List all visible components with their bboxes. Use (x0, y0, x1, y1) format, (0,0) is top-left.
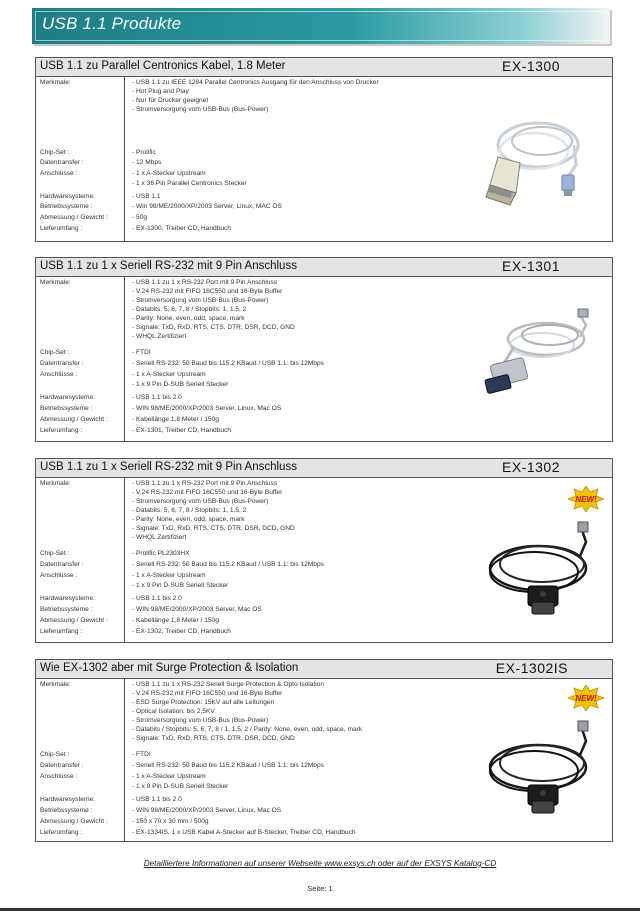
product-card (35, 458, 613, 643)
spec-value: - USB 1.1 (132, 193, 161, 200)
feature-line: - Optical Isolation: bis 2,5KV (132, 708, 215, 715)
product-body (36, 478, 612, 642)
feature-line: - V.24 RS-232 mit FIFO 16C550 und 16-Byte Buffer (132, 690, 283, 697)
feature-line: - Databits: 5, 6, 7, 8 / Stopbits: 1, 1.5, 2 (132, 306, 247, 313)
spec-value: - 1 x A-Stecker Upstream (132, 170, 206, 177)
feature-line: - Stromversorgung vom USB-Bus (Bus-Power) (132, 297, 269, 304)
spec-label: Hardwaresysteme: (40, 595, 95, 602)
spec-label: Chip-Set : (40, 349, 70, 356)
spec-value: - EX-1334IS, 1 x USB Kabel A-Stecker auf B-Stecker, Treiber CD, Handbuch (132, 829, 356, 836)
feature-line: - Stromversorgung vom USB-Bus (Bus-Power) (132, 717, 269, 724)
spec-label: Abmessung / Gewicht : (40, 617, 108, 624)
product-body (36, 277, 612, 441)
spec-label: Chip-Set : (40, 550, 70, 557)
features-label: Merkmale: (40, 681, 71, 688)
spec-value: - 1 x 36 Pin Parallel Centronics Stecker (132, 180, 247, 187)
spec-value: - Seriell RS-232: 50 Baud bis 115.2 KBaud / USB 1.1: bis 12Mbps (132, 561, 324, 568)
product-code: EX-1300 (502, 58, 560, 74)
features-label: Merkmale: (40, 480, 71, 487)
spec-label: Datentransfer : (40, 360, 84, 367)
spec-value: - 1 x 9 Pin D-SUB Seriell Stecker (132, 381, 229, 388)
product-header (36, 660, 612, 679)
spec-label: Abmessung / Gewicht : (40, 214, 108, 221)
product-code: EX-1302IS (495, 660, 568, 676)
feature-line: - Signale: TxD, RxD, RTS, CTS, DTR, DSR, DCD, GND (132, 525, 295, 532)
feature-line: - Signale: TxD, RxD, RTS, CTS, DTR, DSR, DCD, GND (132, 324, 295, 331)
spec-label: Hardwaresysteme: (40, 394, 95, 401)
spec-value: - 50g (132, 214, 148, 221)
feature-line: - Signale: TxD, RxD, RTS, CTS, DTR, DSR, DCD, GND (132, 735, 295, 742)
bottom-rule (0, 908, 640, 911)
spec-value: - Seriell RS-232: 50 Baud bis 115.2 KBaud / USB 1.1: bis 12Mbps (132, 762, 324, 769)
spec-value: - 1 x 9 Pin D-SUB Seriell Stecker (132, 582, 229, 589)
spec-label: Abmessung / Gewicht : (40, 416, 108, 423)
spec-label: Abmessung / Gewicht : (40, 818, 108, 825)
spec-label: Datentransfer : (40, 159, 84, 166)
product-title: Wie EX-1302 aber mit Surge Protection & Isolation (40, 662, 299, 674)
black-serial-cable-image (482, 715, 598, 827)
spec-value: - WIN 98/ME/2000/XP/2003 Server, Linux, Mac OS (132, 405, 282, 412)
feature-line: - USB 1.1 zu 1 x RS-232 Port mit 9 Pin Anschluss (132, 279, 278, 286)
spec-value: - WIN 98/ME/2000/XP/2003 Server, Linux, Mac OS (132, 807, 282, 814)
spec-value: - WIN 98/ME/2000/XP/2003 Server, Mac OS (132, 606, 262, 613)
spec-label: Betriebssysteme : (40, 405, 93, 412)
page-title: USB 1.1 Produkte (42, 14, 182, 33)
feature-line: - V.24 RS-232 mit FIFO 16C550 und 16-Byte Buffer (132, 288, 283, 295)
product-code: EX-1302 (502, 459, 560, 475)
product-header (36, 258, 612, 277)
features-label: Merkmale: (40, 79, 71, 86)
spec-value: - Prolific PL2303HX (132, 550, 190, 557)
spec-label: Chip-Set : (40, 751, 70, 758)
feature-line: - WHQL Zertifiziert (132, 333, 187, 340)
feature-line: - USB 1.1 zu 1 x RS-232 Seriell Surge Protection & Opto Isolation (132, 681, 325, 688)
product-title: USB 1.1 zu Parallel Centronics Kabel, 1.8 Meter (40, 60, 286, 72)
spec-label: Datentransfer : (40, 762, 84, 769)
spec-label: Lieferumfang : (40, 829, 83, 836)
product-card (35, 257, 613, 442)
feature-line: - WHQL Zertifiziert (132, 534, 187, 541)
feature-line: - ESD Surge Protection: 15KV auf alle Leitungen (132, 699, 275, 706)
spec-value: - 1 x A-Stecker Upstream (132, 773, 206, 780)
spec-value: - USB 1.1 bis 2.0 (132, 796, 182, 803)
spec-label: Anschlüsse : (40, 170, 78, 177)
feature-line: - Databits / Stopbits: 5, 6, 7, 8 / 1, 1.5, 2 / Parity: None, even, odd, space, mark (132, 726, 363, 733)
spec-value: - 1 x 9 Pin D-SUB Seriell Stecker (132, 783, 229, 790)
spec-value: - EX-1301, Treiber CD, Handbuch (132, 427, 231, 434)
spec-label: Datentransfer : (40, 561, 84, 568)
spec-value: - USB 1.1 bis 2.0 (132, 595, 182, 602)
website-link[interactable]: Detailliertere Informationen auf unserer Webseite www.exsys.ch oder auf der EXSYS Katalog-CD (143, 859, 497, 868)
feature-line: - USB 1.1 zu 1 x RS-232 Port mit 9 Pin Anschluss (132, 480, 278, 487)
product-code: EX-1301 (502, 258, 560, 274)
new-badge (568, 486, 604, 512)
features-label: Merkmale: (40, 279, 71, 286)
spec-value: - Kabellänge 1,8 Meter / 150g (132, 617, 219, 624)
feature-line: - Stromversorgung vom USB-Bus (Bus-Power) (132, 106, 269, 113)
product-body (36, 77, 612, 241)
product-body (36, 679, 612, 841)
spec-label: Lieferumfang : (40, 628, 83, 635)
header-banner (32, 8, 610, 44)
serial-adapter-image (484, 307, 594, 407)
spec-label: Hardwaresysteme: (40, 796, 95, 803)
spec-value: - 150 x 70 x 30 mm / 500g (132, 818, 209, 825)
product-card (35, 659, 613, 842)
new-badge-label: NEW! (575, 694, 597, 703)
spec-value: - USB 1.1 bis 2.0 (132, 394, 182, 401)
spec-value: - EX-1302, Treiber CD, Handbuch (132, 628, 231, 635)
feature-line: - V.24 RS-232 mit FIFO 16C550 und 16-Byte Buffer (132, 489, 283, 496)
product-card (35, 57, 613, 242)
spec-label: Betriebssysteme : (40, 807, 93, 814)
spec-value: - FTDI (132, 349, 151, 356)
feature-line: - Hot Plug and Play (132, 88, 189, 95)
feature-line: - Parity: None, even, odd, space, mark (132, 315, 245, 322)
spec-value: - EX-1300, Treiber CD, Handbuch (132, 225, 231, 232)
product-header (36, 459, 612, 478)
feature-line: - Parity: None, even, odd, space, mark (132, 516, 245, 523)
feature-line: - Nur für Drucker geeignet (132, 97, 209, 104)
new-badge-label: NEW! (575, 495, 597, 504)
spec-label: Chip-Set : (40, 149, 70, 156)
product-title: USB 1.1 zu 1 x Seriell RS-232 mit 9 Pin Anschluss (40, 260, 297, 272)
feature-line: - Stromversorgung vom USB-Bus (Bus-Power) (132, 498, 269, 505)
spec-label: Lieferumfang : (40, 225, 83, 232)
spec-value: - FTDI (132, 751, 151, 758)
new-badge (568, 685, 604, 711)
feature-line: - USB 1.1 zu IEEE 1284 Parallel Centronics Ausgang für den Anschluss von Drucker (132, 79, 379, 86)
spec-label: Betriebssysteme : (40, 606, 93, 613)
spec-value: - Seriell RS-232: 50 Baud bis 115.2 KBaud / USB 1.1: bis 12Mbps (132, 360, 324, 367)
spec-label: Hardwaresysteme: (40, 193, 95, 200)
spec-label: Anschlüsse : (40, 773, 78, 780)
spec-value: - 12 Mbps (132, 159, 162, 166)
parallel-cable-image (476, 105, 586, 215)
spec-label: Anschlüsse : (40, 572, 78, 579)
spec-label: Betriebssysteme : (40, 203, 93, 210)
feature-line: - Databits: 5, 6, 7, 8 / Stopbits: 1, 1.5, 2 (132, 507, 247, 514)
spec-value: - Win 98/ME/2000/XP/2003 Server, Linux, MAC OS (132, 203, 282, 210)
spec-value: - 1 x A-Stecker Upstream (132, 371, 206, 378)
spec-value: - Kabellänge 1,8 Meter / 150g (132, 416, 219, 423)
black-serial-cable-image (482, 516, 598, 628)
spec-label: Lieferumfang : (40, 427, 83, 434)
spec-value: - 1 x A-Stecker Upstream (132, 572, 206, 579)
product-header (36, 58, 612, 77)
spec-value: - Prolific (132, 149, 156, 156)
page-number: Seite: 1 (307, 884, 333, 893)
product-title: USB 1.1 zu 1 x Seriell RS-232 mit 9 Pin Anschluss (40, 461, 297, 473)
spec-label: Anschlüsse : (40, 371, 78, 378)
